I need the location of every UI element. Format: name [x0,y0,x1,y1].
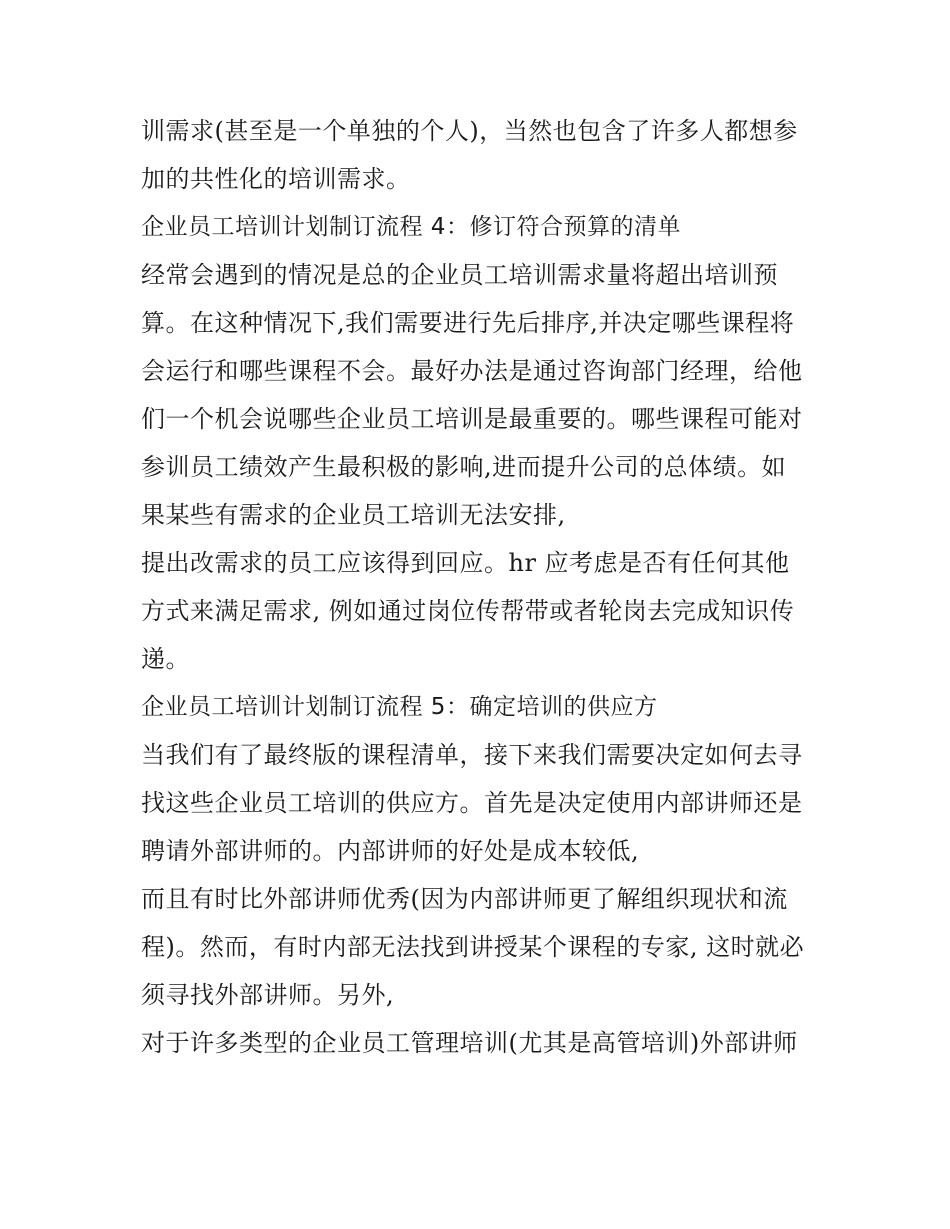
body-line: 提出改需求的员工应该得到回应。hr 应考虑是否有任何其他 [141,549,790,577]
body-line: 方式来满足需求, 例如通过岗位传帮带或者轮岗去完成知识传 [141,597,795,625]
body-line: 聘请外部讲师的。内部讲师的好处是成本较低, [141,837,640,865]
section-heading: 企业员工培训计划制订流程 4：修订符合预算的清单 [141,214,681,240]
body-line: 递。 [141,645,190,673]
body-line: 训需求(甚至是一个单独的个人)，当然也包含了许多人都想参 [141,117,798,145]
body-line: 参训员工绩效产生最积极的影响,进而提升公司的总体绩。如 [141,453,787,481]
body-line: 加的共性化的培训需求。 [141,165,411,193]
body-line: 对于许多类型的企业员工管理培训(尤其是高管培训)外部讲师 [141,1029,798,1057]
body-line: 当我们有了最终版的课程清单，接下来我们需要决定如何去寻 [141,741,803,769]
body-line: 们一个机会说哪些企业员工培训是最重要的。哪些课程可能对 [141,405,803,433]
body-line: 须寻找外部讲师。另外, [141,981,395,1009]
body-line: 而且有时比外部讲师优秀(因为内部讲师更了解组织现状和流 [141,885,788,913]
document-body [141,107,821,1067]
body-line: 程)。然而，有时内部无法找到讲授某个课程的专家, 这时就必 [141,933,805,961]
section-heading: 企业员工培训计划制订流程 5：确定培训的供应方 [141,694,658,720]
body-line: 算。在这种情况下,我们需要进行先后排序,并决定哪些课程将 [141,309,795,337]
body-line: 会运行和哪些课程不会。最好办法是通过咨询部门经理，给他 [141,357,803,385]
body-line: 经常会遇到的情况是总的企业员工培训需求量将超出培训预 [141,261,778,289]
body-line: 果某些有需求的企业员工培训无法安排, [141,501,566,529]
body-line: 找这些企业员工培训的供应方。首先是决定使用内部讲师还是 [141,789,803,817]
